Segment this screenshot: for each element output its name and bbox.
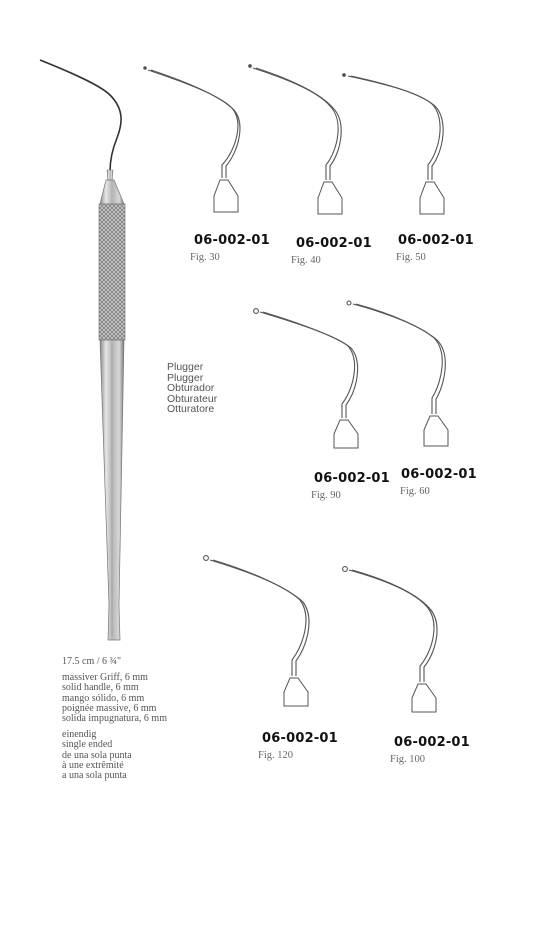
- name-es: Obturador: [167, 382, 215, 395]
- handle-it: solida impugnatura, 6 mm: [62, 713, 167, 725]
- instrument-specs: [62, 657, 167, 781]
- tip-code-fig-40: 06-002-01: [296, 236, 372, 251]
- end-es: de una sola punta: [62, 749, 132, 761]
- tip-fig-40: Fig. 40: [291, 255, 321, 266]
- end-it: a una sola punta: [62, 770, 127, 782]
- tip-illustration-fig-90: [254, 309, 358, 448]
- tip-fig-60: Fig. 60: [400, 486, 430, 497]
- instrument-size: 17.5 cm / 6 ¾": [62, 656, 122, 667]
- tip-illustration-fig-60: [347, 301, 448, 446]
- name-it: Otturatore: [167, 403, 215, 416]
- instrument-name-list: [167, 362, 217, 415]
- tip-illustration-fig-30: [144, 67, 240, 212]
- handle-en: solid handle, 6 mm: [62, 682, 139, 694]
- tip-fig-100: Fig. 100: [390, 754, 426, 765]
- handle-es: mango sólido, 6 mm: [62, 692, 145, 704]
- tip-fig-120: Fig. 120: [258, 750, 294, 761]
- tip-illustration-fig-40: [249, 65, 342, 214]
- name-fr: Obturateur: [167, 392, 218, 405]
- tip-fig-30: Fig. 30: [190, 252, 220, 263]
- tip-code-fig-50: 06-002-01: [398, 233, 474, 248]
- handle-de: massiver Griff, 6 mm: [62, 672, 148, 684]
- tip-code-fig-120: 06-002-01: [262, 731, 338, 746]
- tip-illustration-fig-50: [343, 74, 444, 214]
- handle-fr: poignée massive, 6 mm: [62, 702, 157, 714]
- name-en: Plugger: [167, 371, 204, 384]
- name-de: Plugger: [167, 361, 204, 373]
- tip-fig-90: Fig. 90: [311, 490, 341, 501]
- tip-illustration-fig-120: [204, 556, 309, 706]
- tip-code-fig-100: 06-002-01: [394, 735, 470, 750]
- tip-code-fig-90: 06-002-01: [314, 471, 390, 486]
- tip-fig-50: Fig. 50: [396, 252, 426, 263]
- end-de: einendig: [62, 729, 97, 741]
- tip-code-fig-30: 06-002-01: [194, 233, 270, 248]
- tip-illustration-fig-100: [343, 567, 437, 712]
- end-en: single ended: [62, 739, 113, 751]
- tip-code-fig-60: 06-002-01: [401, 467, 477, 482]
- end-fr: à une extrêmité: [62, 759, 124, 771]
